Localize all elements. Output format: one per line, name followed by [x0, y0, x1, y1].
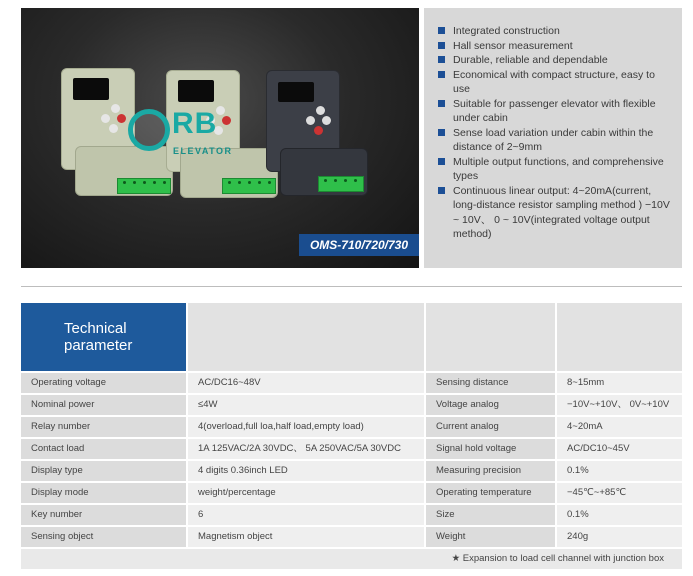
param-label: Display mode [21, 483, 186, 503]
param-value: weight/percentage [188, 483, 424, 503]
table-row [21, 439, 682, 459]
param-value: Magnetism object [188, 527, 424, 547]
square-bullet-icon [438, 100, 445, 107]
table-row [21, 417, 682, 437]
square-bullet-icon [438, 158, 445, 165]
header-cell [557, 303, 682, 371]
param-value: AC/DC16~48V [188, 373, 424, 393]
product-photo [21, 8, 419, 268]
logo-subtitle: ELEVATOR [173, 146, 233, 156]
feature-item: Durable, reliable and dependable [438, 53, 674, 68]
feature-item: Continuous linear output: 4~20mA(current, long-distance resistor sampling method ) −10V ~ 10V、 0 ~ 10V(integrated voltage output method) [438, 184, 674, 242]
param-value: 6 [188, 505, 424, 525]
header-cell [188, 303, 424, 371]
param-label: Current analog [426, 417, 555, 437]
param-value: ≤4W [188, 395, 424, 415]
param-label: Weight [426, 527, 555, 547]
param-label: Signal hold voltage [426, 439, 555, 459]
param-value: AC/DC10~45V [557, 439, 682, 459]
square-bullet-icon [438, 42, 445, 49]
square-bullet-icon [438, 27, 445, 34]
param-label: Operating voltage [21, 373, 186, 393]
param-value: 1A 125VAC/2A 30VDC、 5A 250VAC/5A 30VDC [188, 439, 424, 459]
square-bullet-icon [438, 129, 445, 136]
param-label: Voltage analog [426, 395, 555, 415]
param-label: Key number [21, 505, 186, 525]
param-value: −45℃~+85℃ [557, 483, 682, 503]
param-label: Operating temperature [426, 483, 555, 503]
square-bullet-icon [438, 56, 445, 63]
param-value: 4(overload,full loa,half load,empty load) [188, 417, 424, 437]
param-value: 4~20mA [557, 417, 682, 437]
logo-text: RB [172, 107, 218, 140]
param-label: Sensing distance [426, 373, 555, 393]
param-label: Display type [21, 461, 186, 481]
feature-item: Suitable for passenger elevator with flexible under cabin [438, 97, 674, 126]
features-list [424, 8, 682, 242]
feature-item: Integrated construction [438, 24, 674, 39]
param-value: 4 digits 0.36inch LED [188, 461, 424, 481]
param-label: Size [426, 505, 555, 525]
param-value: 0.1% [557, 505, 682, 525]
table-row [21, 527, 682, 547]
table-row [21, 373, 682, 393]
param-value: 240g [557, 527, 682, 547]
section-divider [21, 286, 682, 287]
table-title: Technical parameter [21, 303, 186, 371]
param-label: Nominal power [21, 395, 186, 415]
feature-item: Sense load variation under cabin within the distance of 2~9mm [438, 126, 674, 155]
device-oms-730 [266, 70, 376, 210]
square-bullet-icon [438, 187, 445, 194]
orb-logo-icon [128, 109, 170, 151]
table-row [21, 483, 682, 503]
square-bullet-icon [438, 71, 445, 78]
table-footnote: ★ Expansion to load cell channel with junction box [21, 549, 682, 569]
param-value: 0.1% [557, 461, 682, 481]
table-row [21, 461, 682, 481]
param-label: Sensing object [21, 527, 186, 547]
table-header [21, 303, 682, 371]
feature-item: Multiple output functions, and comprehensive types [438, 155, 674, 184]
param-label: Contact load [21, 439, 186, 459]
header-cell [426, 303, 555, 371]
table-row [21, 505, 682, 525]
param-value: 8~15mm [557, 373, 682, 393]
param-value: −10V~+10V、 0V~+10V [557, 395, 682, 415]
param-label: Measuring precision [426, 461, 555, 481]
param-label: Relay number [21, 417, 186, 437]
model-label: OMS-710/720/730 [299, 234, 419, 256]
technical-parameter-table [21, 303, 682, 569]
features-panel [424, 8, 682, 268]
table-row [21, 395, 682, 415]
feature-item: Hall sensor measurement [438, 39, 674, 54]
feature-item: Economical with compact structure, easy to use [438, 68, 674, 97]
